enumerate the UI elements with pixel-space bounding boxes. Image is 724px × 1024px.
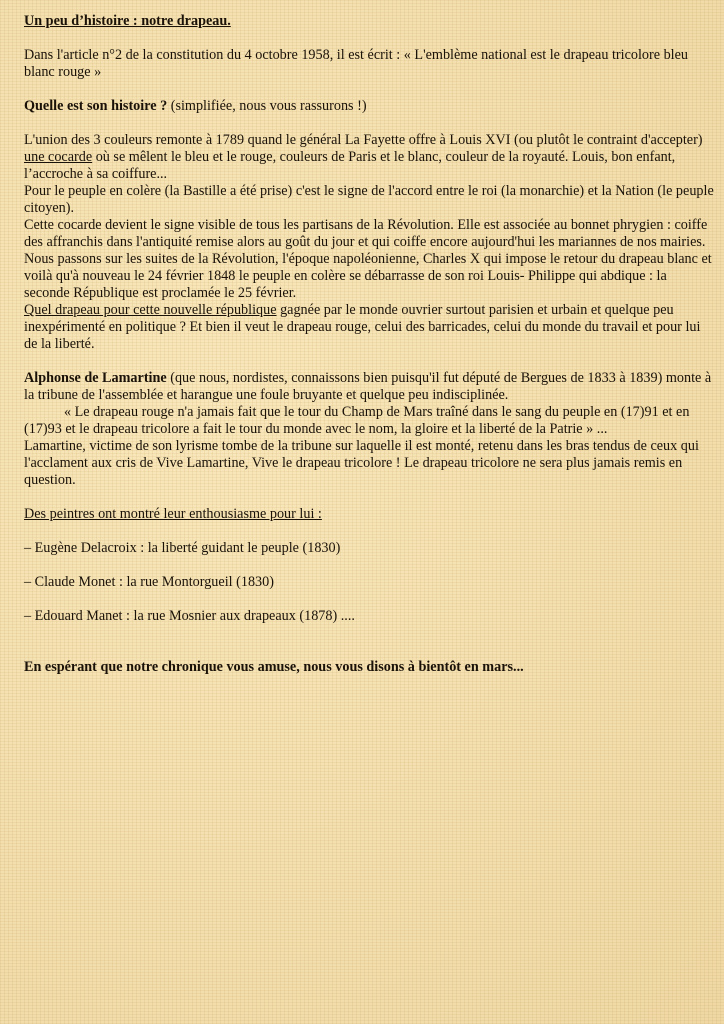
cocarde-underlined: une cocarde	[24, 149, 93, 165]
question-rest: (simplifiée, nous vous rassurons !)	[167, 98, 367, 114]
paragraph-peuple: Pour le peuple en colère (la Bastille a été prise) c'est le signe de l'accord entre le roi (la monarchie) et la Nation (le peuple citoyen).	[24, 183, 714, 216]
page-title: Un peu d’histoire : notre drapeau.	[24, 13, 231, 29]
paragraph-cocarde	[24, 132, 714, 183]
paragraph-lamartine-text: (que nous, nordistes, connaissons bien puisqu'il fut député de Bergues de 1833 à 1839) monte à la tribune de l'assemblée et harangue une foule bruyante et quelque peu indisciplinée.	[24, 370, 712, 403]
paragraph-1848: Nous passons sur les suites de la Révolution, l'époque napoléonienne, Charles X qui impose le retour du drapeau blanc et voilà qu'à nouveau le 24 février 1848 le peuple en colère se débarrasse de son roi Louis- Philippe qui abdique : la seconde République est proclamée le 25 février.	[24, 251, 712, 301]
intro-paragraph: Dans l'article n°2 de la constitution du 4 octobre 1958, il est écrit : « L'emblème national est le drapeau tricolore bleu blanc rouge »	[24, 47, 688, 80]
paragraph-republique-text: gagnée par le monde ouvrier surtout parisien et urbain et quelque peu inexpérimenté en politique ? Et bien il veut le drapeau rouge, celui des barricades, celui du monde du travail et pour lui de la liberté.	[24, 302, 701, 352]
painter-item: – Claude Monet : la rue Montorgueil (1830)	[24, 574, 274, 590]
painters-heading: Des peintres ont montré leur enthousiasme pour lui :	[24, 506, 322, 522]
closing-line: En espérant que notre chronique vous amuse, nous vous disons à bientôt en mars...	[24, 659, 524, 675]
paragraph-cocarde-text-a: L'union des 3 couleurs remonte à 1789 quand le général La Fayette offre à Louis XVI (ou plutôt le contraint d'accepter)	[24, 132, 703, 148]
paragraph-cocarde-text-b: où se mêlent le bleu et le rouge, couleurs de Paris et le blanc, couleur de la royauté. Louis, bon enfant, l’accroche à sa coiffure...	[24, 149, 676, 182]
question-paragraph	[24, 98, 714, 115]
paragraph-lamartine	[24, 370, 714, 404]
painter-item: – Eugène Delacroix : la liberté guidant le peuple (1830)	[24, 540, 341, 556]
paragraph-republique	[24, 302, 714, 353]
republique-underlined: Quel drapeau pour cette nouvelle république	[24, 302, 277, 318]
paragraph-lyrisme: Lamartine, victime de son lyrisme tombe de la tribune sur laquelle il est monté, retenu dans les bras tendus de ceux qui l'acclament aux cris de Vive Lamartine, Vive le drapeau tricolore ! Le drapeau tricolore ne sera plus jamais remis en question.	[24, 438, 699, 488]
paragraph-revolution: Cette cocarde devient le signe visible de tous les partisans de la Révolution. Elle est associée au bonnet phrygien : coiffe des affranchis dans l'antiquité remise alors au goût du jour et qui coiffe encore aujourd'hui les mariannes de nos mairies.	[24, 217, 708, 250]
painter-item: – Edouard Manet : la rue Mosnier aux drapeaux (1878) ....	[24, 608, 355, 624]
lamartine-bold: Alphonse de Lamartine	[24, 370, 167, 386]
article	[24, 13, 714, 676]
lamartine-quote: « Le drapeau rouge n'a jamais fait que le tour du Champ de Mars traîné dans le sang du peuple en (17)91 et en (17)93 et le drapeau tricolore a fait le tour du monde avec le nom, la gloire et la liberté de la Patrie » ...	[24, 404, 690, 437]
question-bold: Quelle est son histoire ?	[24, 98, 168, 114]
